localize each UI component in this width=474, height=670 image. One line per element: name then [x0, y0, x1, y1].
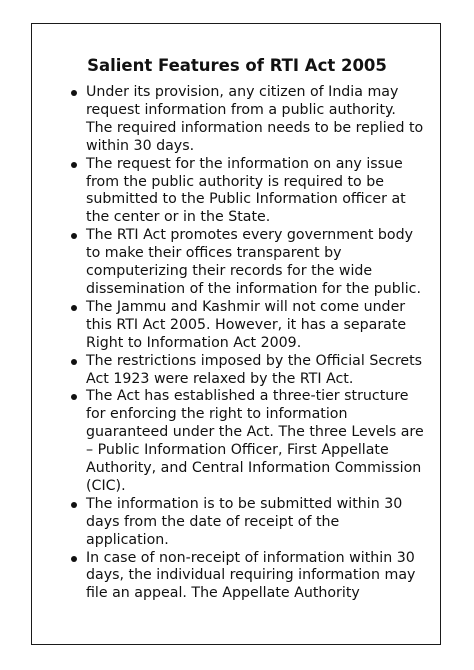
document-title: Salient Features of RTI Act 2005	[87, 56, 387, 75]
feature-text: Under its provision, any citizen of India may request information from a public authority. The required information needs to be replied to within 30 days.	[86, 84, 424, 154]
bullet-icon	[71, 502, 77, 508]
feature-text: The restrictions imposed by the Official Secrets Act 1923 were relaxed by the RTI Act.	[86, 352, 423, 387]
feature-item	[86, 84, 424, 156]
feature-text: In case of non-receipt of information within 30 days, the individual requiring information may file an appeal. The Appellate Authority	[86, 549, 416, 602]
feature-text: The Act has established a three-tier structure for enforcing the right to information guaranteed under the Act. The three Levels are – Public Information Officer, First Appellate Authority, and Central Information Commission (CIC).	[86, 388, 424, 494]
bullet-icon	[71, 90, 77, 96]
bullet-icon	[71, 305, 77, 311]
feature-item	[86, 550, 424, 604]
bullet-icon	[71, 359, 77, 365]
feature-text: The Jammu and Kashmir will not come under this RTI Act 2005. However, it has a separate Right to Information Act 2009.	[86, 298, 407, 351]
feature-item	[86, 496, 424, 550]
feature-text: The RTI Act promotes every government body to make their offices transparent by computerizing their records for the wide dissemination of the information for the public.	[86, 227, 421, 297]
feature-item	[86, 353, 424, 389]
feature-item	[86, 227, 424, 299]
feature-text: The request for the information on any issue from the public authority is required to be submitted to the Public Information officer at the center or in the State.	[86, 155, 406, 226]
bullet-icon	[71, 556, 77, 562]
bullet-icon	[71, 162, 77, 168]
feature-item	[86, 156, 424, 228]
feature-item	[86, 388, 424, 495]
feature-list	[86, 84, 424, 603]
feature-item	[86, 299, 424, 353]
feature-text: The information is to be submitted within 30 days from the date of receipt of the application.	[86, 495, 403, 548]
